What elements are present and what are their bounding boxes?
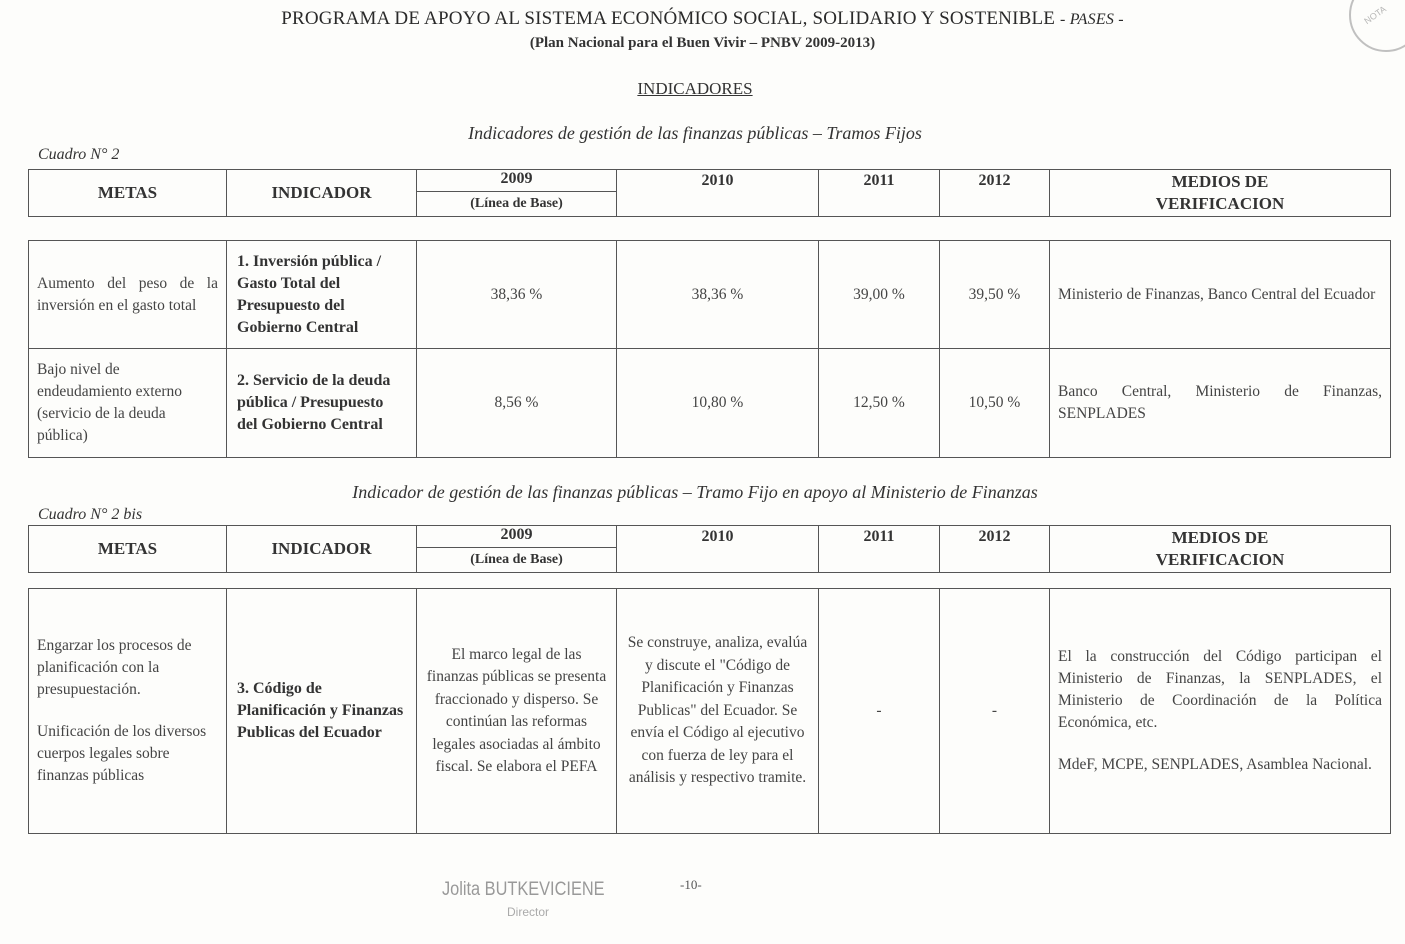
table2-label: Cuadro N° 2 bis xyxy=(38,506,143,523)
page-number: -10- xyxy=(680,877,702,892)
section-title: INDICADORES xyxy=(637,79,753,98)
document-subtitle: (Plan Nacional para el Buen Vivir – PNBV 2009-2013) xyxy=(529,35,876,51)
col-metas: METAS xyxy=(29,170,227,217)
col-2011: 2011 xyxy=(819,526,940,573)
table2-heading: Indicador de gestión de las finanzas públicas – Tramo Fijo en apoyo al Ministerio de Finanzas xyxy=(352,482,1038,502)
col-linea-base: (Línea de Base) xyxy=(417,548,617,573)
table2-header xyxy=(28,525,1391,573)
signature-role: Director xyxy=(507,905,550,919)
table1-header xyxy=(28,169,1391,217)
col-medios: MEDIOS DE VERIFICACION xyxy=(1050,526,1391,573)
col-2010: 2010 xyxy=(617,526,819,573)
col-indicador: INDICADOR xyxy=(227,526,417,573)
table1-label: Cuadro N° 2 xyxy=(38,146,120,163)
col-2009: 2009 xyxy=(417,526,617,548)
official-stamp: NOTA xyxy=(1349,0,1405,52)
col-2009: 2009 xyxy=(417,170,617,192)
table-row: Aumento del peso de la inversión en el gasto total 1. Inversión pública / Gasto Total del Presupuesto del Gobierno Central 38,36 % 38,36 % 39,00 % 39,50 % Ministerio de Finanzas, Banco Central del Ecuador xyxy=(29,241,1391,349)
col-indicador: INDICADOR xyxy=(227,170,417,217)
col-medios: MEDIOS DE VERIFICACION xyxy=(1050,170,1391,217)
col-linea-base: (Línea de Base) xyxy=(417,192,617,217)
table1-body xyxy=(28,240,1391,458)
col-2012: 2012 xyxy=(940,170,1050,217)
col-metas: METAS xyxy=(29,526,227,573)
table-row: Engarzar los procesos de planificación con la presupuestación. Unificación de los diversos cuerpos legales sobre finanzas públicas 3. Código de Planificación y Finanzas Publicas del Ecuador El marco legal de las finanzas públicas se presenta fraccionado y disperso. Se continúan las reformas legales asociadas al ámbito fiscal. Se elabora el PEFA Se construye, analiza, evalúa y discute el "Código de Planificación y Finanzas Publicas" del Ecuador. Se envía el Código al ejecutivo con fuerza de ley para el análisis y respectivo tramite. - - El la construcción del Código participan el Ministerio de Finanzas, la SENPLADES, el Ministerio de Coordinación de la Política Económica, etc. MdeF, MCPE, SENPLADES, Asamblea Nacional. xyxy=(29,589,1391,834)
document-title: PROGRAMA DE APOYO AL SISTEMA ECONÓMICO SOCIAL, SOLIDARIO Y SOSTENIBLE - PASES - xyxy=(281,8,1124,29)
table-row: Bajo nivel de endeudamiento externo (servicio de la deuda pública) 2. Servicio de la deuda pública / Presupuesto del Gobierno Central 8,56 % 10,80 % 12,50 % 10,50 % Banco Central, Ministerio de Finanzas, SENPLADES xyxy=(29,349,1391,458)
col-2012: 2012 xyxy=(940,526,1050,573)
signature-name: Jolita BUTKEVICIENE xyxy=(442,879,605,900)
table1-heading: Indicadores de gestión de las finanzas públicas – Tramos Fijos xyxy=(468,123,922,143)
col-2010: 2010 xyxy=(617,170,819,217)
table2-body xyxy=(28,588,1391,834)
col-2011: 2011 xyxy=(819,170,940,217)
